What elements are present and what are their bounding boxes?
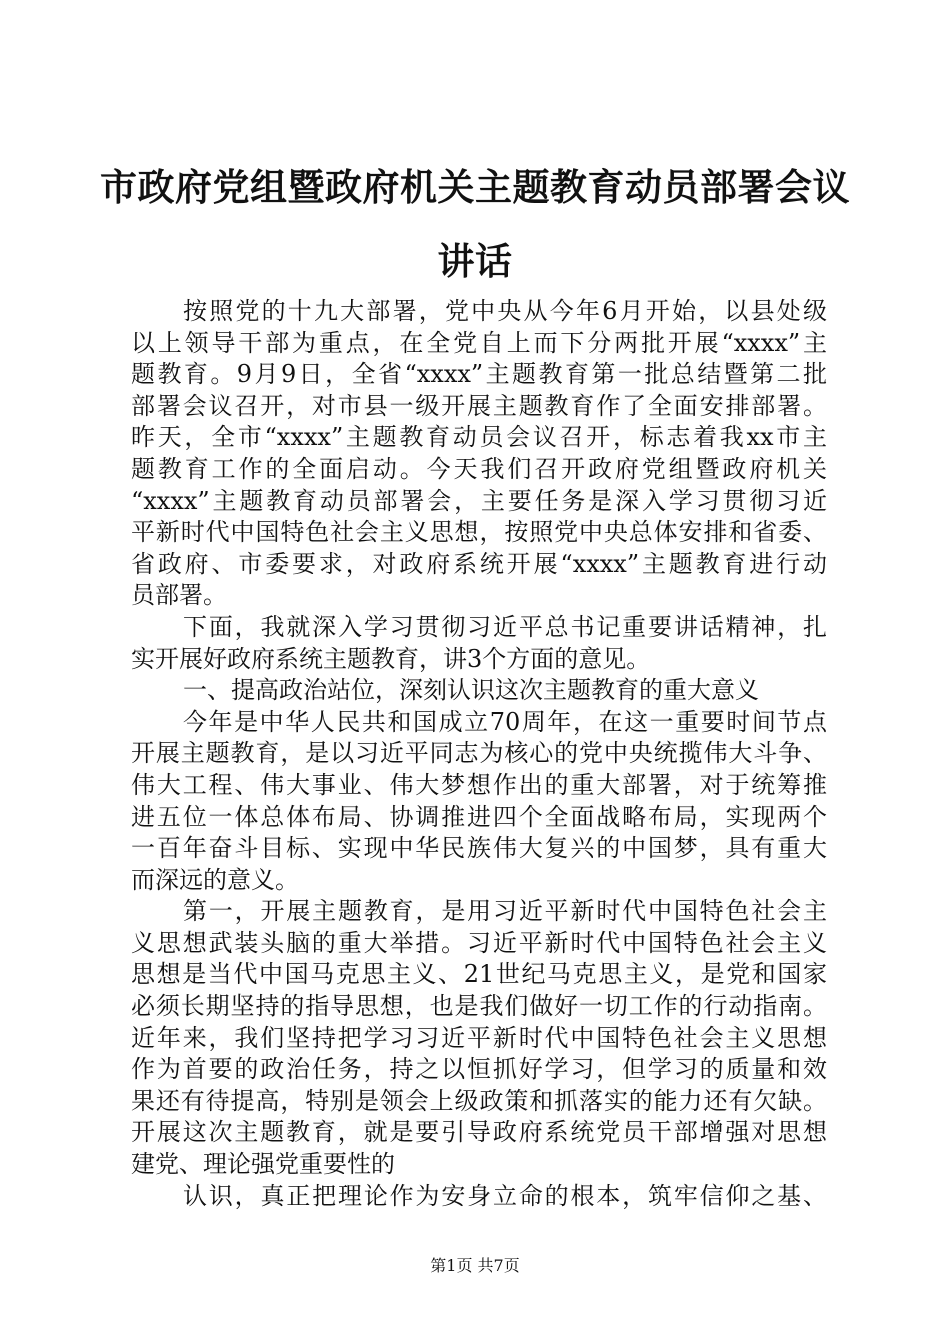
- body-line: 果还有待提高，特别是领会上级政策和抓落实的能力还有欠缺。: [131, 1086, 827, 1115]
- body-line: 平新时代中国特色社会主义思想，按照党中央总体安排和省委、: [131, 518, 827, 547]
- body-line: 近年来，我们坚持把学习习近平新时代中国特色社会主义思想: [131, 1023, 827, 1052]
- body-line: 省政府、市委要求，对政府系统开展“xxxx”主题教育进行动: [131, 549, 827, 578]
- body-line: 下面，我就深入学习贯彻习近平总书记重要讲话精神，扎: [183, 612, 827, 641]
- body-line: 以上领导干部为重点，在全党自上而下分两批开展“xxxx”主: [131, 328, 827, 357]
- body-line: 开展主题教育，是以习近平同志为核心的党中央统揽伟大斗争、: [131, 739, 827, 768]
- body-line: 认识，真正把理论作为安身立命的根本，筑牢信仰之基、: [183, 1181, 827, 1210]
- body-line: 题教育。9月9日，全省“xxxx”主题教育第一批总结暨第二批: [131, 360, 827, 389]
- page-footer: 第1页 共7页: [430, 1256, 520, 1275]
- body-line: 员部署。: [131, 581, 227, 610]
- body-line: 必须长期坚持的指导思想，也是我们做好一切工作的行动指南。: [131, 992, 827, 1021]
- body-line: 一、提高政治站位，深刻认识这次主题教育的重大意义: [183, 676, 759, 705]
- body-line: 按照党的十九大部署，党中央从今年6月开始，以县处级: [183, 297, 827, 325]
- title-line-2: 讲话: [437, 239, 513, 283]
- body-line: 伟大工程、伟大事业、伟大梦想作出的重大部署，对于统筹推: [131, 770, 827, 799]
- body-line: 一百年奋斗目标、实现中华民族伟大复兴的中国梦，具有重大: [131, 834, 827, 863]
- body-line: 部署会议召开，对市县一级开展主题教育作了全面安排部署。: [131, 391, 827, 420]
- body-line: 建党、理论强党重要性的: [131, 1150, 395, 1179]
- body-line: 今年是中华人民共和国成立70周年，在这一重要时间节点: [183, 707, 827, 736]
- body-line: 开展这次主题教育，就是要引导政府系统党员干部增强对思想: [131, 1118, 827, 1147]
- body-line: 题教育工作的全面启动。今天我们召开政府党组暨政府机关: [131, 454, 827, 483]
- body-line: “xxxx”主题教育动员部署会，主要任务是深入学习贯彻习近: [131, 486, 827, 515]
- body-line: 实开展好政府系统主题教育，讲3个方面的意见。: [131, 644, 651, 673]
- body-line: 进五位一体总体布局、协调推进四个全面战略布局，实现两个: [131, 802, 827, 831]
- document-body: [131, 296, 827, 1212]
- body-line: 义思想武装头脑的重大举措。习近平新时代中国特色社会主义: [131, 928, 827, 957]
- body-line: 作为首要的政治任务，持之以恒抓好学习，但学习的质量和效: [131, 1055, 827, 1084]
- body-line: 昨天，全市“xxxx”主题教育动员会议召开，标志着我xx市主: [131, 423, 827, 452]
- title-line-1: 市政府党组暨政府机关主题教育动员部署会议: [100, 165, 850, 209]
- body-line: 第一，开展主题教育，是用习近平新时代中国特色社会主: [183, 897, 827, 926]
- document-title: [100, 150, 850, 298]
- body-line: 而深远的意义。: [131, 865, 299, 894]
- body-line: 思想是当代中国马克思主义、21世纪马克思主义，是党和国家: [131, 960, 827, 989]
